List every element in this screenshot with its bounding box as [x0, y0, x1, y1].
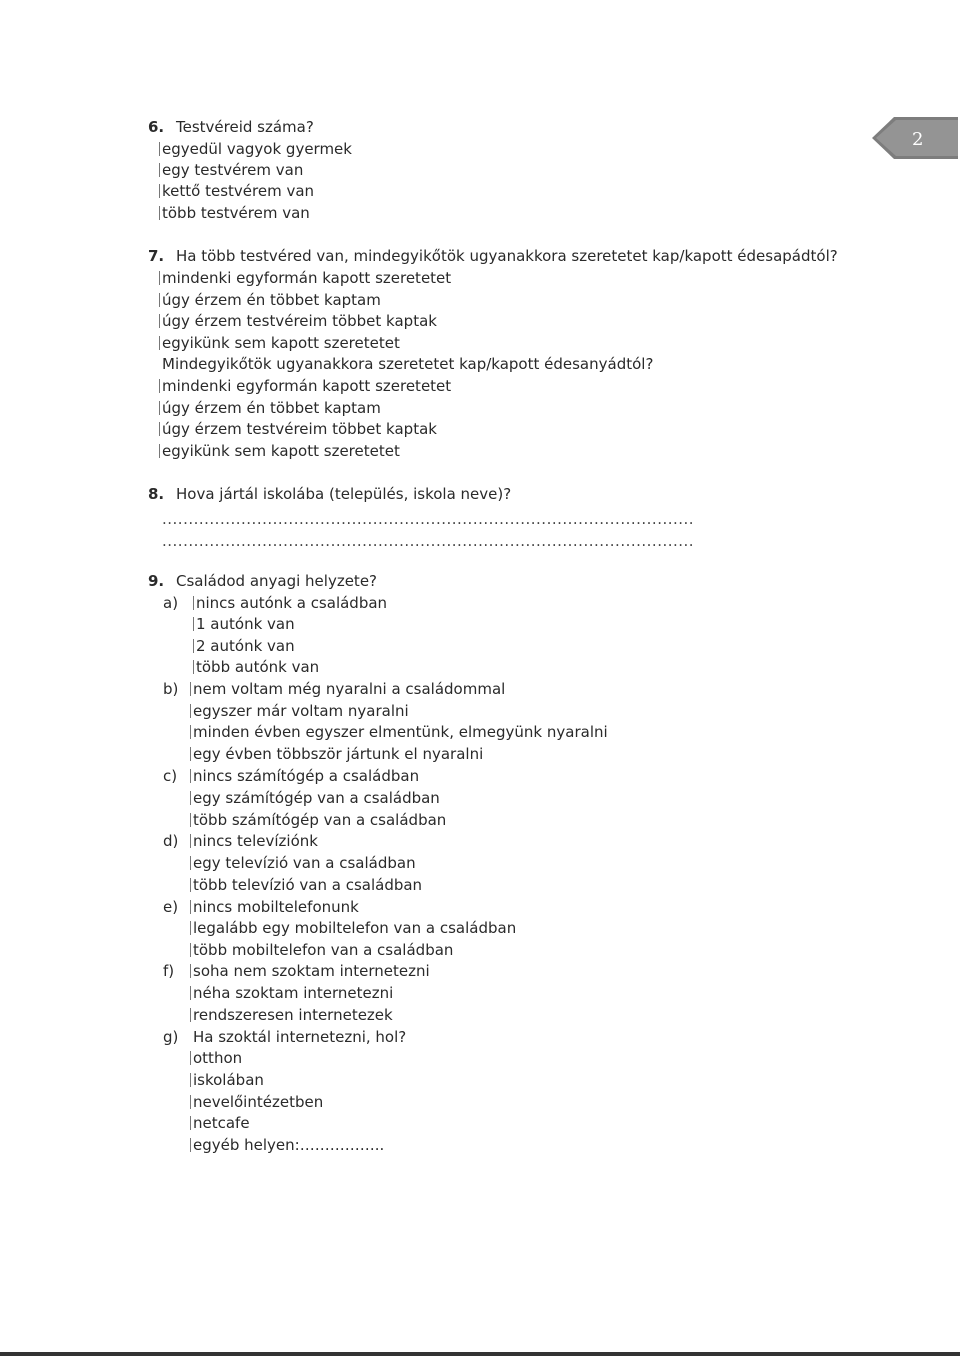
q9-d-letter: d) — [163, 832, 179, 850]
q9-f-option[interactable]: rendszeresen internetezek — [193, 1006, 393, 1024]
q9-g-heading: Ha szoktál internetezni, hol? — [193, 1028, 407, 1046]
q8-number: 8. — [148, 485, 165, 503]
q8-answer-line[interactable]: ..................................................................................................... — [162, 510, 695, 528]
q9-b-option[interactable]: minden évben egyszer elmentünk, elmegyünk nyaralni — [193, 723, 608, 741]
q9-e-option[interactable]: több mobiltelefon van a családban — [193, 941, 454, 959]
q6-number: 6. — [148, 118, 165, 136]
q9-b-option[interactable]: egy évben többször jártunk el nyaralni — [193, 745, 484, 763]
q9-question: Családod anyagi helyzete? — [176, 572, 378, 590]
page-number: 2 — [912, 129, 924, 150]
q9-e-option[interactable]: nincs mobiltelefonunk — [193, 898, 359, 916]
q6-question: Testvéreid száma? — [176, 118, 314, 136]
q7-mother-option[interactable]: mindenki egyformán kapott szeretetet — [162, 377, 452, 395]
q9-c-option[interactable]: egy számítógép van a családban — [193, 789, 440, 807]
q9-g-option-other[interactable]: egyéb helyen:…………….. — [193, 1136, 385, 1154]
q9-c-option[interactable]: több számítógép van a családban — [193, 811, 447, 829]
q9-e-option[interactable]: legalább egy mobiltelefon van a családban — [193, 919, 517, 937]
q7-subquestion: Mindegyikőtök ugyanakkora szeretetet kap/kapott édesanyádtól? — [162, 355, 654, 373]
q7-number: 7. — [148, 247, 165, 265]
q7-question: Ha több testvéred van, mindegyikőtök ugyanakkora szeretetet kap/kapott édesapádtól? — [176, 247, 838, 265]
page-bottom-border — [0, 1352, 960, 1356]
q7-father-option[interactable]: úgy érzem testvéreim többet kaptak — [162, 312, 437, 330]
q9-f-option[interactable]: néha szoktam internetezni — [193, 984, 394, 1002]
q9-b-option[interactable]: nem voltam még nyaralni a családommal — [193, 680, 506, 698]
q9-c-letter: c) — [163, 767, 178, 785]
q9-a-letter: a) — [163, 594, 179, 612]
q9-a-option[interactable]: nincs autónk a családban — [196, 594, 388, 612]
q7-father-option[interactable]: úgy érzem én többet kaptam — [162, 291, 381, 309]
q9-g-letter: g) — [163, 1028, 179, 1046]
q6-option[interactable]: több testvérem van — [162, 204, 310, 222]
q9-b-letter: b) — [163, 680, 179, 698]
q9-e-letter: e) — [163, 898, 179, 916]
q9-a-option[interactable]: több autónk van — [196, 658, 320, 676]
q7-mother-option[interactable]: egyikünk sem kapott szeretetet — [162, 442, 400, 460]
q7-father-option[interactable]: mindenki egyformán kapott szeretetet — [162, 269, 452, 287]
q9-number: 9. — [148, 572, 165, 590]
q6-option[interactable]: egyedül vagyok gyermek — [162, 140, 352, 158]
q7-father-option[interactable]: egyikünk sem kapott szeretetet — [162, 334, 400, 352]
q9-b-option[interactable]: egyszer már voltam nyaralni — [193, 702, 409, 720]
q9-d-option[interactable]: több televízió van a családban — [193, 876, 423, 894]
q9-c-option[interactable]: nincs számítógép a családban — [193, 767, 420, 785]
q8-question: Hova jártál iskolába (település, iskola neve)? — [176, 485, 512, 503]
q6-option[interactable]: kettő testvérem van — [162, 182, 315, 200]
q7-mother-option[interactable]: úgy érzem testvéreim többet kaptak — [162, 420, 437, 438]
q9-a-option[interactable]: 1 autónk van — [196, 615, 295, 633]
q9-g-option[interactable]: nevelőintézetben — [193, 1093, 324, 1111]
q8-answer-line[interactable]: ..................................................................................................... — [162, 532, 695, 550]
q9-f-letter: f) — [163, 962, 175, 980]
q9-d-option[interactable]: egy televízió van a családban — [193, 854, 416, 872]
q9-g-option[interactable]: netcafe — [193, 1114, 250, 1132]
q9-g-option[interactable]: otthon — [193, 1049, 243, 1067]
q9-a-option[interactable]: 2 autónk van — [196, 637, 295, 655]
page-number-badge — [872, 117, 958, 159]
q9-g-option[interactable]: iskolában — [193, 1071, 264, 1089]
q7-mother-option[interactable]: úgy érzem én többet kaptam — [162, 399, 381, 417]
q9-d-option[interactable]: nincs televíziónk — [193, 832, 318, 850]
q6-option[interactable]: egy testvérem van — [162, 161, 304, 179]
q9-f-option[interactable]: soha nem szoktam internetezni — [193, 962, 430, 980]
